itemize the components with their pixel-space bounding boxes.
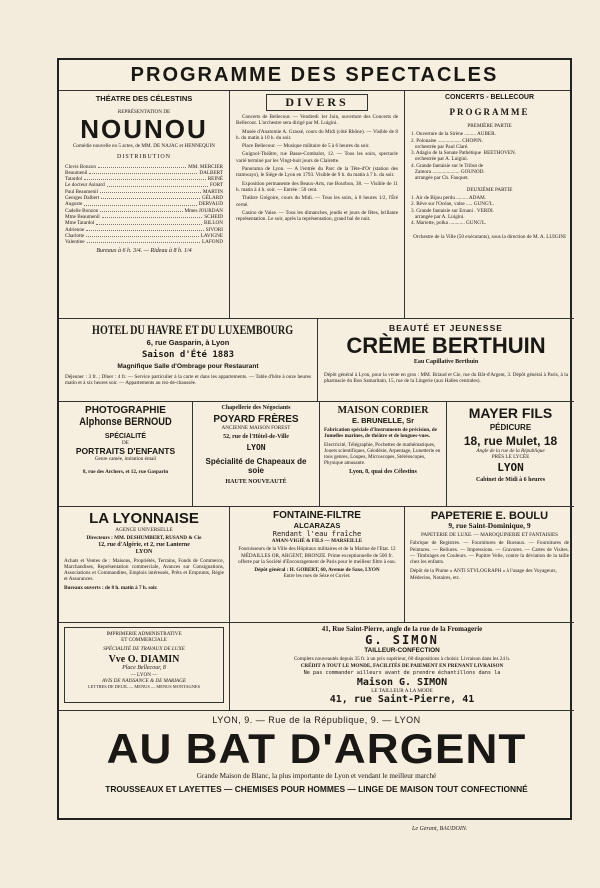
cast-role: Beaumenil xyxy=(65,169,88,176)
simon-l4: Complets nouveautés depuis 35 fr. à un prix supérieur, 60 dispositions à choisir. Livraison dans les 24 h. xyxy=(293,656,511,662)
cast-role: Georges Dalbert xyxy=(65,195,100,202)
bernoud-l4: DE xyxy=(122,440,129,446)
divers-item: Musée d'Anatomie A. Grassé, cours du Midi (côté Rhône). — Visible de 8 h. du matin à 10 h. du soir. xyxy=(236,128,398,141)
cast-actor: SCHEID xyxy=(204,213,223,220)
cast-actor: BILLON xyxy=(203,220,223,227)
programme-item: 3. Adagio de la Sonate Pathétique BEETHOVEN. xyxy=(411,150,517,157)
cast-role: Cadelle Bonzon xyxy=(65,207,99,214)
hotel-season: Saison d'Été 1883 xyxy=(141,350,235,360)
celestins-block xyxy=(59,90,229,318)
divers-item: Concerts de Bellecour. — Vendredi 1er Juin, ouverture des Concerts de Bellecour. L'orchestre sera dirigé par M. Luigini. xyxy=(236,114,398,127)
bellecour-block xyxy=(404,90,574,318)
bernoud-l2: Alphonse BERNOUD xyxy=(79,416,172,428)
cast-role: Auguste xyxy=(65,201,83,208)
lyonnaise-ad xyxy=(59,506,229,622)
celestins-title: THÉATRE DES CÉLESTINS xyxy=(95,94,193,103)
mayer-l5: PRÈS LE LYCÉE xyxy=(491,454,530,461)
fontaine-l3: Rendant l'eau fraîche xyxy=(272,530,362,538)
cast-role: Tatardol xyxy=(65,176,83,183)
programme-item: orchestrée par Paul Claré. xyxy=(411,143,469,150)
mayer-l4: Angle de la rue de la République xyxy=(476,448,545,454)
simon-l2: G. SIMON xyxy=(365,633,439,647)
cordier-l2: E. BRUNELLE, Sr xyxy=(351,416,415,425)
fontaine-body: Fournisseurs de la Ville des Hôpitaux militaires et de la Marine de l'Etat. 12 MÉDAILLES OR, ARGENT, BRONZE. Prime exceptionnelle de 500 fr. offerte par la Société d'Encouragement de Paris pour le meilleur filtre à eau. xyxy=(238,546,396,565)
cast-role: Le docteur Asinard xyxy=(65,182,105,189)
poyard-l5: LYON xyxy=(246,443,266,453)
cordier-l5: Lyon, 8, quai des Célestins xyxy=(349,468,417,475)
distribution-label: DISTRIBUTION xyxy=(117,153,171,160)
imprimerie-l7: AVIS DE NAISSANCE & DE MARIAGE xyxy=(101,678,187,685)
cast-role: Paul Beaumenil xyxy=(65,188,98,195)
boulu-ad xyxy=(404,506,574,622)
mayer-l1: MAYER FILS xyxy=(468,405,553,421)
programme-item: 2. Rêve sur l'Océan, valse ..... GUNG'L. xyxy=(411,201,495,208)
bernoud-l3: SPÉCIALITÉ xyxy=(104,433,147,440)
programme-item: 2. Polonaise .................. CHOPIN. xyxy=(411,137,483,144)
programme-item: 1. Air de Bijou perdu ......... ADAM. xyxy=(411,194,487,201)
lyonnaise-l3: Directeurs : MM. DESHUMBERT, RUSAND & Cie xyxy=(86,535,202,542)
imprimerie-l3: SPÉCIALITÉ DE TRAVAUX DE LUXE xyxy=(103,645,185,652)
hotel-address: 6, rue Gasparin, à Lyon xyxy=(146,338,230,347)
mayer-l2: PÉDICURE xyxy=(489,423,532,432)
fontaine-l4: AMAN-VIGIÉ & FILS — MARSEILLE xyxy=(271,538,363,544)
boulu-l3: PAPETERIE DE LUXE. — MAROQUINERIE ET FANTAISIES xyxy=(420,532,559,538)
divers-item: Exposition permanente des Beaux-Arts, rue Bourbon, 38. — Visible de 11 h. matin à 4 h. soir. — Entrée : 50 cent. xyxy=(236,180,398,193)
programme-item: 4. Grande fantaisie sur le Tribut de xyxy=(411,162,484,169)
poyard-l2: POYARD FRÈRES xyxy=(213,414,299,425)
part1-items xyxy=(411,131,568,181)
fontaine-l2: ALCARAZAS xyxy=(293,521,341,530)
imprimerie-l4: Vve O. DIAMIN xyxy=(108,653,180,665)
cast-actor: GÉLARD xyxy=(201,195,223,202)
boulu-l4: Dépôt de la Plume « ANTI STYLOGRAPH » à l'usage des Voyageurs, Médecins, Notaires, etc. xyxy=(410,568,557,581)
gerant-line: Le Gérant, BAUDOIN. xyxy=(412,826,468,832)
simon-l5: CRÉDIT A TOUT LE MONDE, FACILITÉS DE PAIEMENT EN PRENANT LIVRAISON xyxy=(300,663,504,670)
poyard-l6: Spécialité de Chapeaux de soie xyxy=(205,457,307,476)
simon-l6: Ne pas commander ailleurs avant de prendre échantillons dans la xyxy=(303,669,501,676)
bat-l4: TROUSSEAUX ET LAYETTES — CHEMISES POUR HOMMES — LINGE DE MAISON TOUT CONFECTIONNÉ xyxy=(105,784,528,794)
berthuin-top: BEAUTÉ ET JEUNESSE xyxy=(389,323,503,333)
cast-actor: REINÉ xyxy=(207,176,223,183)
cast-actor: MM. MERCIER xyxy=(188,163,223,170)
programme-item: 4. Mariette, polka ............ GUNG'L. xyxy=(411,220,487,227)
cordier-l4: Electricité, Télégraphie, Pochettes de mathématiques, Jouets scientifiques, Géodésie, Arpentage, Lunetterie en tous genres, Loupes, Microscopes, Stéréoscopes, Physique amusante. xyxy=(324,441,441,467)
simon-ad xyxy=(229,622,574,710)
part1-label: PREMIÈRE PARTIE xyxy=(467,123,512,129)
imprimerie-l5: Place Bellecour, 8 xyxy=(122,664,166,671)
bernoud-l6: Genre camée, imitation émail xyxy=(94,456,157,463)
cast-actor: DALBERT xyxy=(199,169,223,176)
bat-l3: Grande Maison de Blanc, la plus importante de Lyon et vendant le meilleur marché xyxy=(196,772,437,780)
mayer-ad xyxy=(446,401,574,506)
programme-sheet xyxy=(57,58,572,820)
lyonnaise-body: Achats et Ventes de : Maisons, Propriétés, Terrains, Fonds de Commerce, Marchandises, Représentation commerciale, Avances sur Consignations, Associations et Commandites, Emplois intéressés, Prêts et Emprunts, Régie et Assurances. xyxy=(64,557,224,583)
imprimerie-l2: ET COMMERCIALE xyxy=(121,637,167,644)
simon-l3: TAILLEUR-CONFECTION xyxy=(364,647,440,654)
part2-items xyxy=(411,195,568,226)
fontaine-l6: Entre les rues de Sèze et Cuvier. xyxy=(283,573,351,580)
bernoud-l5: PORTRAITS D'ENFANTS xyxy=(75,446,176,457)
cast-role: Adrienne xyxy=(65,226,85,233)
cordier-l1: MAISON CORDIER xyxy=(337,405,429,416)
cordier-ad xyxy=(319,401,446,506)
bat-l2: AU BAT D'ARGENT xyxy=(106,725,527,772)
hotel-ad xyxy=(59,318,317,401)
divers-list xyxy=(236,114,398,222)
part2-label: DEUXIÈME PARTIE xyxy=(466,186,513,193)
divers-block xyxy=(229,90,404,318)
programme-item: 1. Ouverture de la Sirène ......... AUBER. xyxy=(411,131,496,138)
imprimerie-l8: LETTRES DE DEUIL — MENUS — MENUS MONTAGNES xyxy=(87,684,201,690)
berthuin-body: Dépôt général à Lyon, pour la vente en gros : MM. Briaud et Cie, rue du Bât-d'Argent, 3. Dépôt général à Paris, à la pharmacie du Bon Samaritain, 15, rue de la Lingerie (aux Halles centrales). xyxy=(324,372,568,385)
celestins-subtitle: REPRÉSENTATION DE xyxy=(117,109,171,115)
hotel-name: HOTEL DU HAVRE ET DU LUXEMBOURG xyxy=(92,322,294,337)
bernoud-l1: PHOTOGRAPHIE xyxy=(85,405,166,416)
lyonnaise-l4: 12, rue d'Algérie, et 2, rue Lanterne xyxy=(98,541,190,548)
cordier-l3: Fabrication spéciale d'Instruments de précision, de Jumelles marines, de théâtre et de longues-vues. xyxy=(324,427,437,440)
berthuin-name: CRÈME BERTHUIN xyxy=(346,333,546,358)
cast-role: Mme Beaumenil xyxy=(65,213,100,220)
simon-l1: 41, Rue Saint-Pierre, angle de la rue de la Fromagerie xyxy=(321,625,483,633)
fontaine-ad xyxy=(229,506,404,622)
imprimerie-l1: IMPRIMERIE ADMINISTRATIVE xyxy=(106,631,182,637)
cast-actor: DERVAUD xyxy=(198,201,223,208)
cast-actor: Mmes JOURDAN xyxy=(184,207,223,214)
bellecour-footer: Orchestre de la Ville (50 exécutants), sous la direction de M. A. LUIGINI xyxy=(413,234,566,241)
play-title: NOUNOU xyxy=(80,114,208,145)
lyonnaise-l2: AGENCE UNIVERSELLE xyxy=(115,527,173,533)
cast-role: Valentine xyxy=(65,239,85,246)
cast-actor: SIVORI xyxy=(205,226,223,233)
cast-actor: LAVIGNE xyxy=(200,232,223,239)
celestins-footer: Bureaux à 6 h. 3/4. — Rideau à 8 h. 1/4 xyxy=(96,248,192,255)
divers-item: Casino de Vaise. — Tous les dimanches, jeudis et jours de fêtes, brillante représentation. Le soir, après la représentation, grand bal de nuit. xyxy=(236,209,398,223)
programme-item: Zamora ..................... GOUNOD. xyxy=(411,169,485,176)
simon-l8: LE TAILLEUR A LA MODE xyxy=(371,687,433,694)
lyonnaise-l1: LA LYONNAISE xyxy=(89,510,199,527)
cast-actor: FORT xyxy=(210,182,223,189)
divers-item: Place Bellecour. — Musique militaire de 5 à 6 heures du soir. xyxy=(242,143,370,150)
cast-row xyxy=(65,239,223,245)
imprimerie-ad xyxy=(59,622,229,710)
poyard-ad xyxy=(192,401,319,506)
cast-role: Mme Tatardol xyxy=(65,220,95,227)
programme-item: arrangée par Ch. Fauquet. xyxy=(411,175,469,182)
bellecour-title: CONCERTS - BELLECOUR xyxy=(444,94,535,101)
boulu-body: Fabrique de Registres. — Fournitures de Bureaux. — Fournitures de Peintures. — Reliures. — Impressions. — Gravures. — Cartes de Visites. — Timbrages en Couleurs. — Pupitre Velie, contre la déviation de la taille chez les enfants. xyxy=(410,540,569,566)
mayer-l7: Cabinet de Midi à 6 heures xyxy=(475,476,546,483)
simon-l9: 41, rue Saint-Pierre, 41 xyxy=(329,694,475,706)
programme-item: 3. Grande fantaisie sur Ernani . VERDI. xyxy=(411,207,495,214)
hotel-tagline: Magnifique Salle d'Ombrage pour Restaurant xyxy=(117,363,259,370)
berthuin-ad xyxy=(317,318,574,401)
poyard-l3: ANCIENNE MAISON FOREST xyxy=(221,425,291,431)
fontaine-l5: Dépôt général : H. GOBERT, 60, Avenue de Saxe, LYON xyxy=(254,567,380,574)
bernoud-ad xyxy=(59,401,192,506)
bellecour-programme: PROGRAMME xyxy=(449,107,530,117)
poyard-l7: HAUTE NOUVEAUTÉ xyxy=(225,479,287,486)
divers-item: Guignol-Théâtre, rue Basse-Combalot, 12. — Tous les soirs, spectacle varié terminé par les Vingt-huit jours de Clairette. xyxy=(236,151,398,164)
hotel-body: Déjeuner : 3 fr. ; Dîner : 4 fr. — Service particulier à la carte et dans les appartements. — Table d'hôte à onze heures matin et à six heures soir. — Appartements au rez-de-chaussée. xyxy=(65,374,311,387)
programme-item: arrangée par A. Luigini. xyxy=(411,213,465,220)
cast-role: Clovis Bonzon xyxy=(65,163,96,170)
programme-item: orchestrée par A. Luigini. xyxy=(411,156,469,163)
cast-actor: LAFOND xyxy=(201,239,223,246)
simon-l7: Maison G. SIMON xyxy=(356,676,448,688)
mayer-l3: 18, rue Mulet, 18 xyxy=(463,434,558,448)
divers-item: Panorama de Lyon. — A l'entrée du Parc de la Tête-d'Or (station des tramways), le Siège de Lyon en 1793. Visible de 9 h. du matin à 7 h. du soir. xyxy=(236,166,398,179)
bat-l1: LYON, 9. — Rue de la République, 9. — LYON xyxy=(212,715,421,725)
cast-list xyxy=(65,164,223,246)
imprimerie-l6: — LYON — xyxy=(130,671,158,678)
fontaine-l1: FONTAINE-FILTRE xyxy=(273,510,361,521)
boulu-l2: 9, rue Saint-Dominique, 9 xyxy=(448,521,531,530)
poyard-l1: Chapellerie des Négociants xyxy=(221,405,291,411)
mayer-l6: LYON xyxy=(497,460,524,474)
divers-item: Théâtre Grégoire, cours du Midi. — Tous les soirs, à 8 heures 1/2, l'Été cerné. xyxy=(236,195,398,208)
bernoud-l7: 8, rue des Archers, et 12, rue Gasparin xyxy=(82,468,169,475)
play-credit: Comédie nouvelle en 5 actes, de MM. DE NAJAC et HENNEQUIN xyxy=(72,143,216,150)
boulu-l1: PAPETERIE E. BOULU xyxy=(430,510,549,522)
bat-dargent-ad xyxy=(59,710,574,818)
berthuin-sub: Eau Capillative Berthuin xyxy=(413,359,479,365)
cast-actor: MARTIN xyxy=(202,188,223,195)
divers-title: DIVERS xyxy=(266,94,368,111)
lyonnaise-hours: Bureaux ouverts : de 8 h. matin à 7 h. soir. xyxy=(64,584,158,591)
page-title: PROGRAMME DES SPECTACLES xyxy=(59,60,570,91)
lyonnaise-l5: LYON xyxy=(135,548,153,555)
cast-role: Charlotte xyxy=(65,232,85,239)
poyard-l4: 52, rue de l'Hôtel-de-Ville xyxy=(223,434,289,441)
